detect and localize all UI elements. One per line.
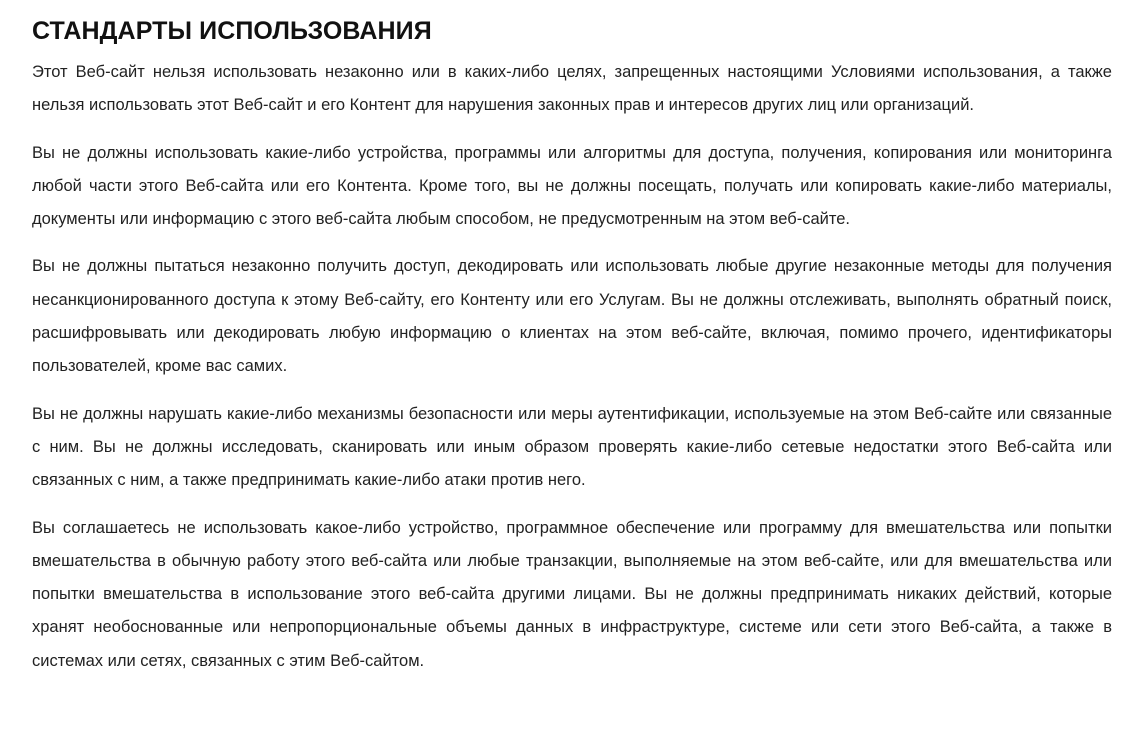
page-title: СТАНДАРТЫ ИСПОЛЬЗОВАНИЯ <box>32 17 432 45</box>
terms-section <box>32 56 1112 678</box>
paragraph-2: Вы не должны использовать какие-либо устройства, программы или алгоритмы для доступа, получения, копирования или мониторинга любой части этого Веб-сайта или его Контента. Кроме того, вы не должны посещать, получать или копировать какие-либо материалы, документы или информацию с этого веб-сайта любым способом, не предусмотренным на этом веб-сайте. <box>32 143 1112 229</box>
paragraph-4: Вы не должны нарушать какие-либо механизмы безопасности или меры аутентификации, используемые на этом Веб-сайте или связанные с ним. Вы не должны исследовать, сканировать или иным образом проверять какие-либо сетевые недостатки этого Веб-сайта или связанных с ним, а также предпринимать какие-либо атаки против него. <box>32 404 1112 490</box>
paragraph-3: Вы не должны пытаться незаконно получить доступ, декодировать или использовать любые другие незаконные методы для получения несанкционированного доступа к этому Веб-сайту, его Контенту или его Услугам. Вы не должны отслеживать, выполнять обратный поиск, расшифровывать или декодировать любую информацию о клиентах на этом веб-сайте, включая, помимо прочего, идентификаторы пользователей, кроме вас самих. <box>32 257 1112 376</box>
paragraph-1: Этот Веб-сайт нельзя использовать незаконно или в каких-либо целях, запрещенных настоящими Условиями использования, а также нельзя использовать этот Веб-сайт и его Контент для нарушения законных прав и интересов других лиц или организаций. <box>32 63 1112 115</box>
paragraph-5: Вы соглашаетесь не использовать какое-либо устройство, программное обеспечение или программу для вмешательства или попытки вмешательства в обычную работу этого веб-сайта или любые транзакции, выполняемые на этом веб-сайте, или для вмешательства или попытки вмешательства в использование этого веб-сайта другими лицами. Вы не должны предпринимать никаких действий, которые хранят необоснованные или непропорциональные объемы данных в инфраструктуре, системе или сети этого Веб-сайта, а также в системах или сетях, связанных с этим Веб-сайтом. <box>32 518 1112 670</box>
